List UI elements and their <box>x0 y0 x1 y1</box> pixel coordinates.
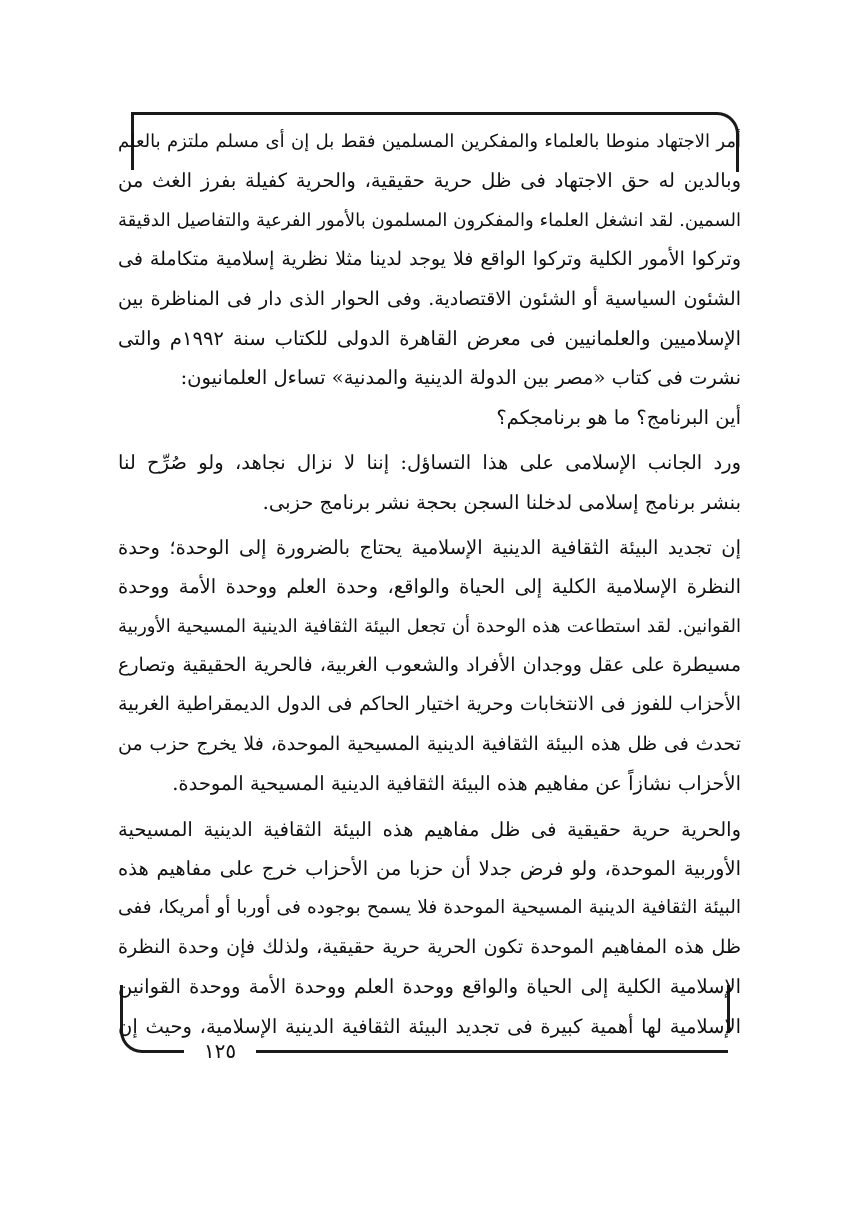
text-line: تحدث فى ظل هذه البيئة الثقافية الدينية المسيحية الموحدة، فلا يخرج حزب من <box>118 732 741 755</box>
text-line: إن تجديد البيئة الثقافية الدينية الإسلامية يحتاج بالضرورة إلى الوحدة؛ وحدة <box>118 535 741 559</box>
text-line: ظل هذه المفاهيم الموحدة تكون الحرية حرية حقيقية، ولذلك فإن وحدة النظرة <box>118 935 741 958</box>
paragraph <box>118 443 741 522</box>
frame-bottom-rule <box>256 1050 728 1053</box>
body-text <box>118 122 741 1046</box>
page-number: ١٢٥ <box>203 1039 237 1063</box>
paragraph <box>118 528 741 804</box>
paragraph <box>118 810 741 1046</box>
text-line: الإسلامية لها أهمية كبيرة فى تجديد البيئة الثقافية الدينية الإسلامية، وحيث إن <box>118 1014 741 1038</box>
text-line: وتركوا الأمور الكلية وتركوا الواقع فلا يوجد لدينا مثلا نظرية إسلامية متكاملة فى <box>118 248 741 271</box>
paragraph <box>118 398 741 437</box>
text-line: القوانين. لقد استطاعت هذه الوحدة أن تجعل البيئة الثقافية الدينية المسيحية الأوربية <box>118 615 741 637</box>
text-line: النظرة الإسلامية الكلية إلى الحياة والواقع، وحدة العلم ووحدة الأمة ووحدة <box>118 575 741 599</box>
text-line: الإسلامية الكلية إلى الحياة والواقع ووحدة العلم ووحدة الأمة ووحدة القوانين <box>118 975 741 999</box>
text-line: الأوربية الموحدة، ولو فرض جدلا أن حزبا من الأحزاب خرج على مفاهيم هذه <box>118 857 741 881</box>
frame-bottom-rule-short <box>158 1050 184 1053</box>
text-line: الشئون السياسية أو الشئون الاقتصادية. وفى الحوار الذى دار فى المناظرة بين <box>118 287 741 310</box>
text-line: الإسلاميين والعلمانيين فى معرض القاهرة الدولى للكتاب سنة ١٩٩٢م والتى <box>118 326 741 350</box>
text-line: الأحزاب نشازاً عن مفاهيم هذه البيئة الثقافية الدينية المسيحية الموحدة. <box>172 772 741 796</box>
text-line: والحرية حرية حقيقية فى ظل مفاهيم هذه البيئة الثقافية الدينية المسيحية <box>118 817 741 841</box>
text-line: البيئة الثقافية الدينية المسيحية الموحدة فلا يسمح بوجوده فى أوربا أو أمريكا، ففى <box>118 897 741 919</box>
text-line: ورد الجانب الإسلامى على هذا التساؤل: إننا لا نزال نجاهد، ولو صُرِّح لنا <box>118 451 741 475</box>
text-line: أين البرنامج؟ ما هو برنامجكم؟ <box>496 405 741 429</box>
text-line: السمين. لقد انشغل العلماء والمفكرون المسلمون بالأمور الفرعية والتفاصيل الدقيقة <box>118 209 741 231</box>
text-line: نشرت فى كتاب «مصر بين الدولة الدينية والمدنية» تساءل العلمانيون: <box>180 366 741 390</box>
text-line: الأحزاب للفوز فى الانتخابات وحرية اختيار الحاكم فى الدول الديمقراطية الغربية <box>118 693 741 716</box>
text-line: بنشر برنامج إسلامى لدخلنا السجن بحجة نشر برنامج حزبى. <box>262 490 741 514</box>
text-line: مسيطرة على عقل ووجدان الأفراد والشعوب الغربية، فالحرية الحقيقية وتصارع <box>118 654 741 677</box>
text-line: أمر الاجتهاد منوطا بالعلماء والمفكرين المسلمين فقط بل إن أى مسلم ملتزم بالعلم <box>118 131 741 152</box>
paragraph <box>118 122 741 398</box>
text-line: وبالدين له حق الاجتهاد فى ظل حرية حقيقية، والحرية كفيلة بفرز الغث من <box>118 169 741 193</box>
